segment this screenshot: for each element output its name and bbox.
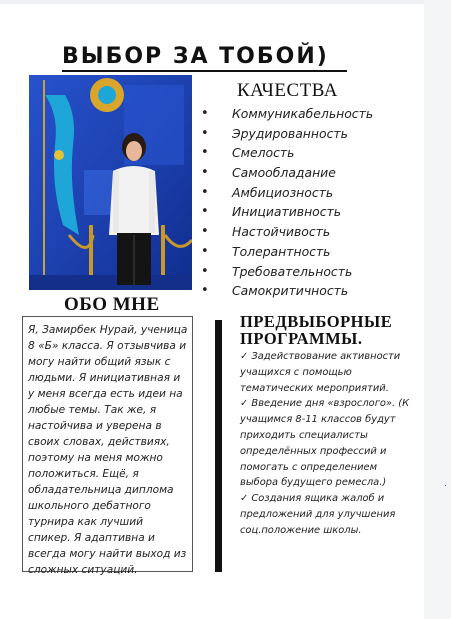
bullet-icon: • bbox=[201, 204, 209, 220]
about-title: ОБО МНЕ bbox=[64, 294, 160, 315]
about-text-box bbox=[22, 316, 193, 576]
bullet-icon: • bbox=[201, 243, 209, 259]
bullet-icon: • bbox=[201, 263, 209, 279]
photo-illustration bbox=[29, 75, 192, 290]
bullet-icon: • bbox=[201, 145, 209, 161]
list-item: • Настойчивость bbox=[195, 222, 373, 242]
qualities-list bbox=[195, 104, 373, 301]
bullet-icon: • bbox=[201, 283, 209, 299]
bullet-icon: • bbox=[201, 165, 209, 181]
divider-bar bbox=[215, 320, 222, 572]
program-title: ПРЕДВЫБОРНЫЕ ПРОГРАММЫ. bbox=[240, 312, 393, 348]
program-item: ✓ Введение дня «взрослого». (К учащимся 8-11 классов будут приходить специалисты определённых профессий и помогать с определением выбора будущего ремесла.) bbox=[240, 398, 410, 489]
bullet-icon: • bbox=[201, 224, 209, 240]
list-item: • Требовательность bbox=[195, 262, 373, 282]
list-item: • Самокритичность bbox=[195, 281, 373, 301]
list-item: • Самообладание bbox=[195, 163, 373, 183]
list-item: • Толерантность bbox=[195, 242, 373, 262]
about-text: Я, Замирбек Нурай, ученица 8 «Б» класса. Я отзывчива и могу найти общий язык с людьми. Я инициативная и у меня всегда есть идеи на любые темы. Так же, я настойчива и уверена в своих словах, действиях, поэтому на меня можно положиться. Ещё, я обладательница диплома школьного дебатного турнира как лучший спикер. Я адаптивна и всегда могу найти выход из сложных ситуаций. bbox=[28, 324, 188, 576]
headline-underline bbox=[62, 70, 347, 72]
viewer-background bbox=[424, 0, 451, 619]
stray-mark: . bbox=[444, 479, 447, 489]
bullet-icon: • bbox=[201, 184, 209, 200]
program-item: ✓ Задействование активности учащихся с помощью тематических мероприятий. bbox=[240, 351, 401, 394]
list-item: • Смелость bbox=[195, 143, 373, 163]
headline: ВЫБОР ЗА ТОБОЙ) bbox=[62, 44, 329, 69]
bullet-icon: • bbox=[201, 125, 209, 141]
program-item: ✓ Создания ящика жалоб и предложений для улучшения соц.положение школы. bbox=[240, 493, 396, 536]
list-item: • Эрудированность bbox=[195, 124, 373, 144]
list-item: • Амбициозность bbox=[195, 183, 373, 203]
program-list bbox=[240, 349, 418, 539]
list-item: • Коммуникабельность bbox=[195, 104, 373, 124]
candidate-photo bbox=[29, 75, 192, 290]
list-item: • Инициативность bbox=[195, 202, 373, 222]
bullet-icon: • bbox=[201, 106, 209, 121]
qualities-title: КАЧЕСТВА bbox=[237, 80, 338, 101]
